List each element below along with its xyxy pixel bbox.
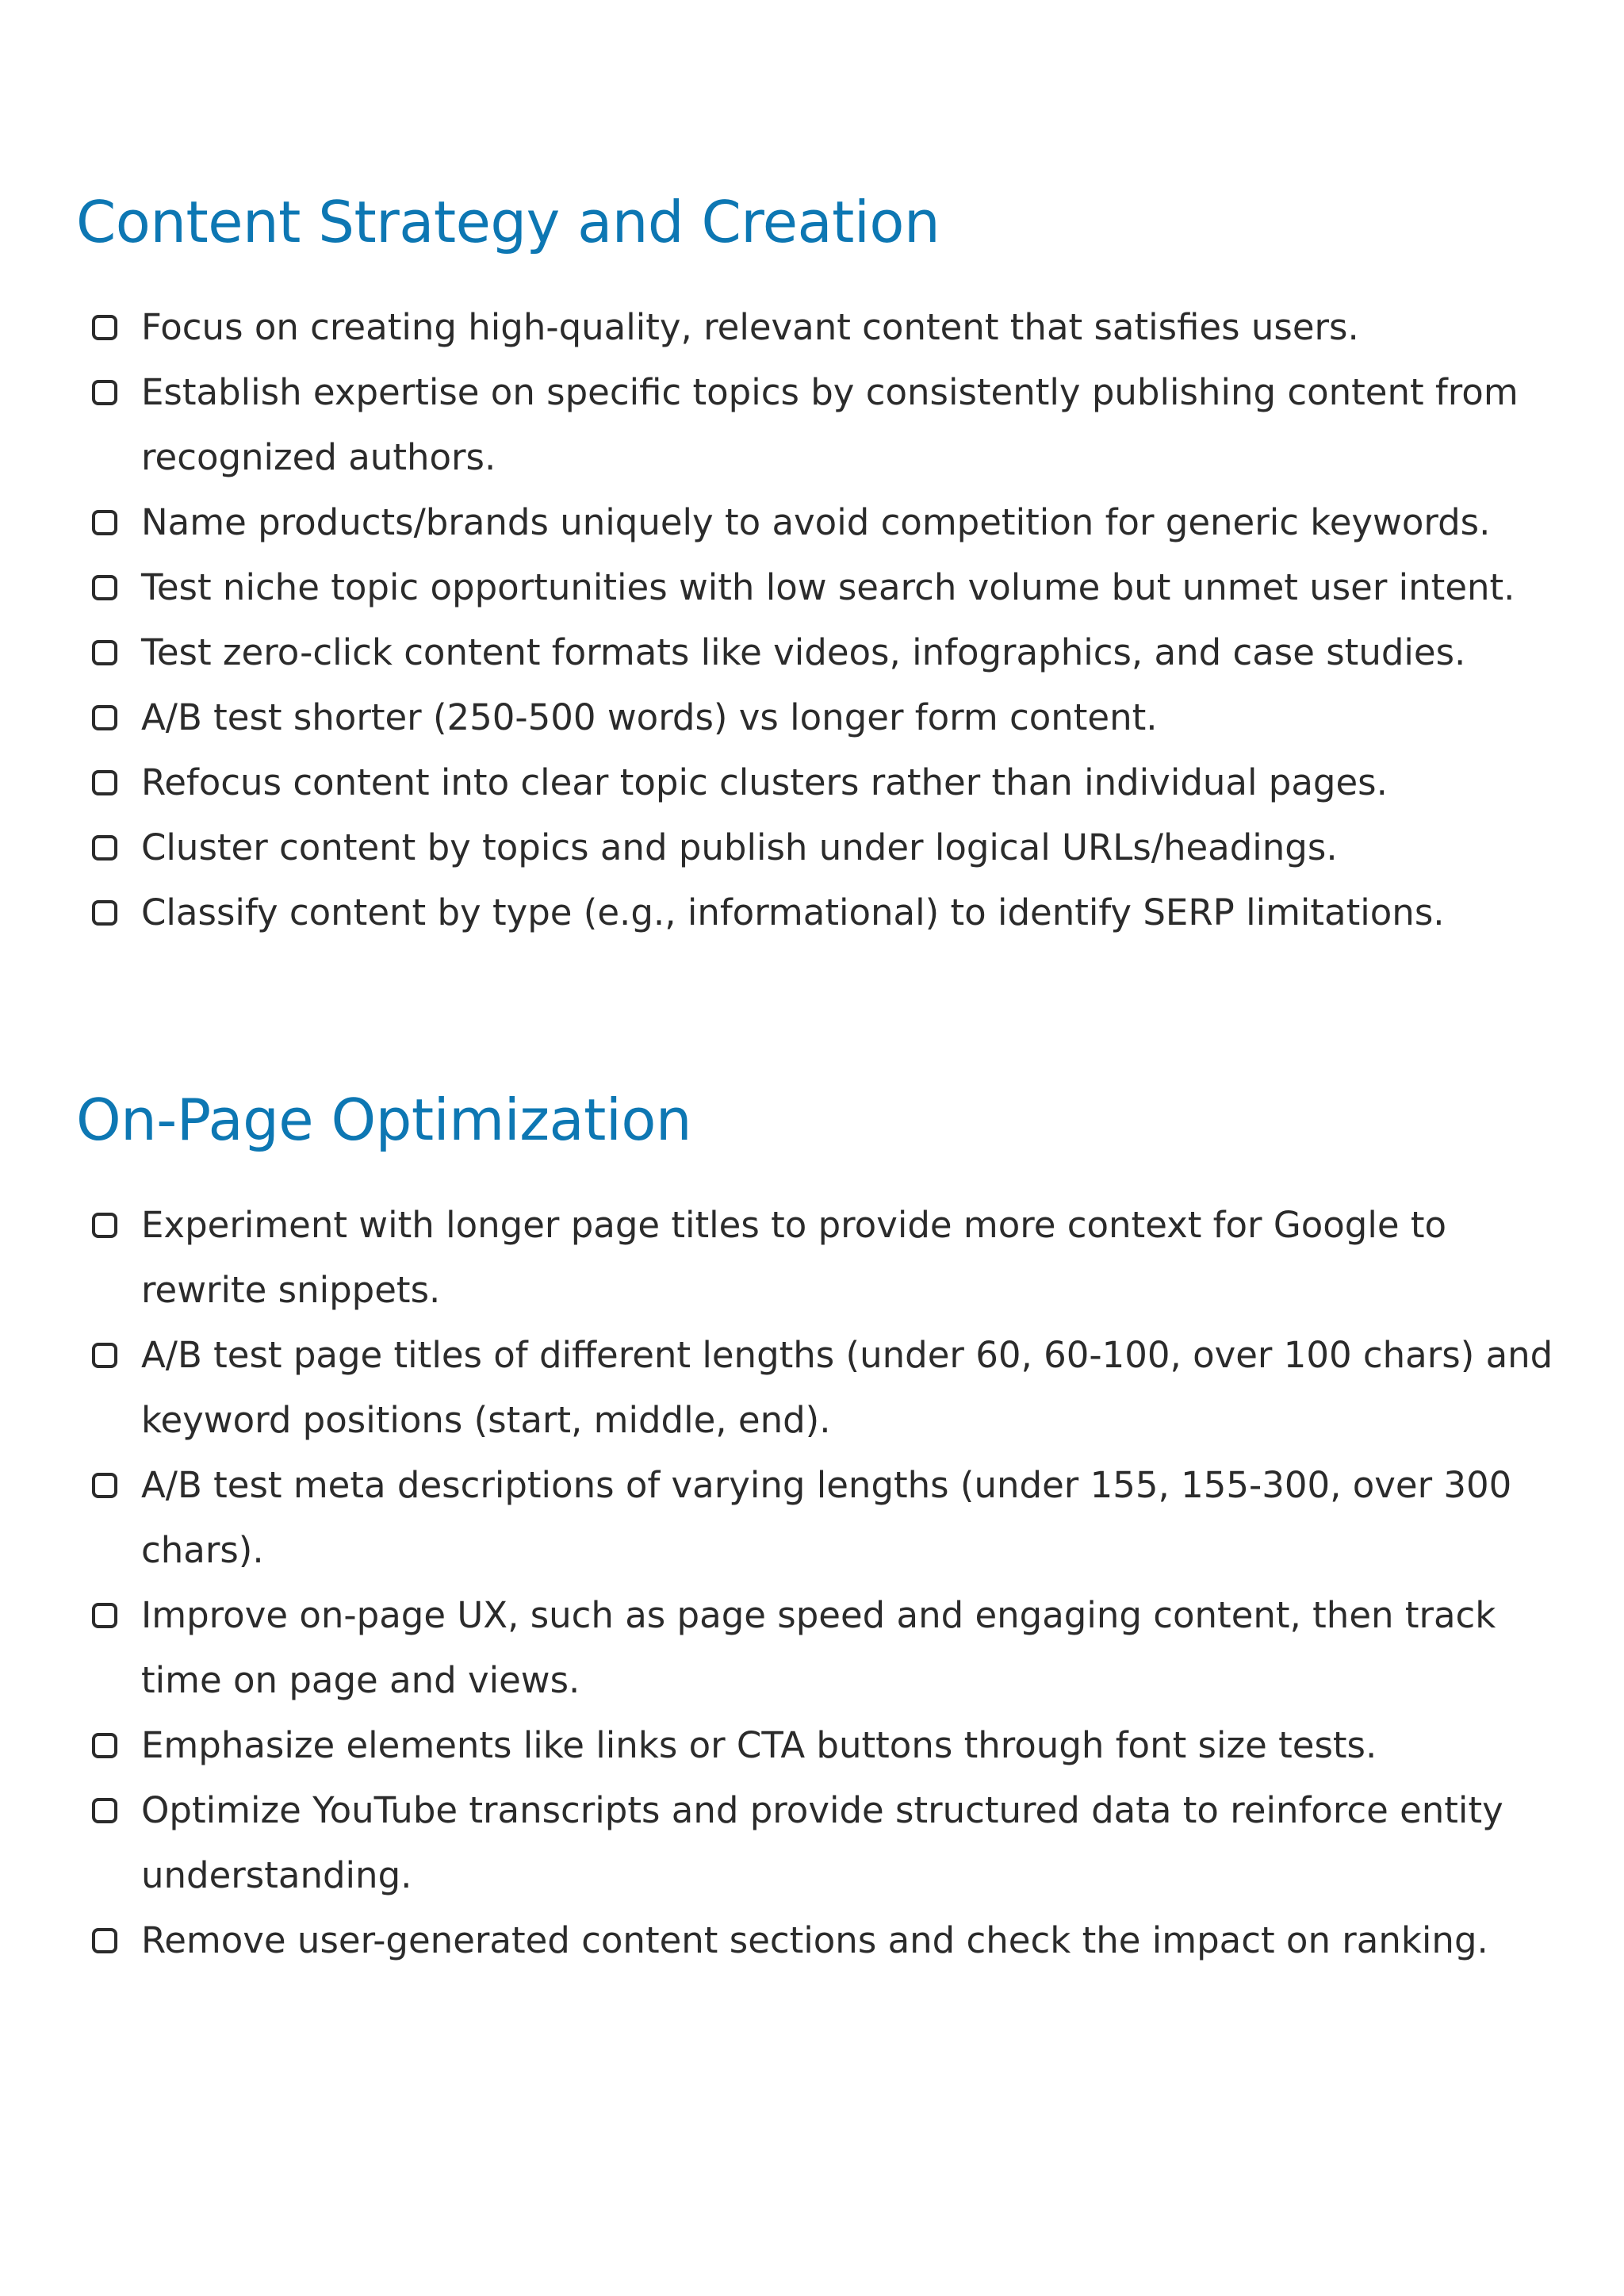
checkbox-unchecked-icon[interactable] <box>92 510 117 535</box>
checklist-item-text: Test niche topic opportunities with low search volume but unmet user intent. <box>141 566 1515 608</box>
checklist-item-text: A/B test meta descriptions of varying lengths (under 155, 155-300, over 300 chars). <box>141 1464 1512 1571</box>
checkbox-unchecked-icon[interactable] <box>92 315 117 340</box>
checkbox-unchecked-icon[interactable] <box>92 1928 117 1953</box>
checklist-item <box>76 295 1567 360</box>
checklist-item-text: Focus on creating high-quality, relevant content that satisfies users. <box>141 306 1359 348</box>
checklist-item <box>76 815 1567 880</box>
checklist-item-text: Name products/brands uniquely to avoid competition for generic keywords. <box>141 501 1491 543</box>
checklist-item-text: Emphasize elements like links or CTA buttons through font size tests. <box>141 1724 1377 1766</box>
checkbox-unchecked-icon[interactable] <box>92 705 117 730</box>
checklist-item-text: Improve on-page UX, such as page speed and engaging content, then track time on page and views. <box>141 1594 1496 1701</box>
checklist-item-text: Classify content by type (e.g., informational) to identify SERP limitations. <box>141 891 1445 933</box>
checkbox-unchecked-icon[interactable] <box>92 1343 117 1368</box>
checklist-item <box>76 1713 1567 1778</box>
checklist-item <box>76 1193 1567 1323</box>
checklist-item-text: Experiment with longer page titles to provide more context for Google to rewrite snippets. <box>141 1204 1447 1311</box>
checklist-item-text: Remove user-generated content sections and check the impact on ranking. <box>141 1919 1488 1961</box>
checklist-item-text: Cluster content by topics and publish under logical URLs/headings. <box>141 826 1338 868</box>
checklist-item <box>76 1453 1567 1583</box>
checklist-item <box>76 1778 1567 1908</box>
checklist-item <box>76 880 1567 945</box>
checklist-item-text: Refocus content into clear topic clusters rather than individual pages. <box>141 761 1388 803</box>
checkbox-unchecked-icon[interactable] <box>92 1603 117 1628</box>
checkbox-unchecked-icon[interactable] <box>92 1733 117 1758</box>
checkbox-unchecked-icon[interactable] <box>92 1798 117 1823</box>
checkbox-unchecked-icon[interactable] <box>92 575 117 600</box>
checkbox-unchecked-icon[interactable] <box>92 900 117 926</box>
checkbox-unchecked-icon[interactable] <box>92 640 117 665</box>
section-on-page-optimization <box>76 1080 1567 1973</box>
checklist-item <box>76 490 1567 555</box>
checklist-item <box>76 1908 1567 1973</box>
checkbox-unchecked-icon[interactable] <box>92 1473 117 1498</box>
checklist-item-text: Test zero-click content formats like videos, infographics, and case studies. <box>141 631 1466 673</box>
checklist-item-text: Establish expertise on specific topics by consistently publishing content from recognized authors. <box>141 371 1519 478</box>
checklist-item-text: A/B test shorter (250-500 words) vs longer form content. <box>141 696 1158 738</box>
checklist-item <box>76 620 1567 685</box>
section-title: Content Strategy and Creation <box>76 189 940 255</box>
section-content-strategy <box>76 182 1567 945</box>
section-title: On-Page Optimization <box>76 1087 692 1153</box>
checklist-item-text: A/B test page titles of different lengths (under 60, 60-100, over 100 chars) and keyword positions (start, middle, end). <box>141 1334 1553 1441</box>
checklist-item-text: Optimize YouTube transcripts and provide structured data to reinforce entity understanding. <box>141 1789 1503 1896</box>
checklist-item <box>76 555 1567 620</box>
checklist <box>76 1193 1567 1973</box>
checklist-item <box>76 1323 1567 1453</box>
checkbox-unchecked-icon[interactable] <box>92 380 117 405</box>
checklist-item <box>76 360 1567 490</box>
checklist <box>76 295 1567 945</box>
checkbox-unchecked-icon[interactable] <box>92 770 117 795</box>
checklist-item <box>76 750 1567 815</box>
checkbox-unchecked-icon[interactable] <box>92 835 117 861</box>
checklist-item <box>76 685 1567 750</box>
checkbox-unchecked-icon[interactable] <box>92 1213 117 1238</box>
checklist-item <box>76 1583 1567 1713</box>
